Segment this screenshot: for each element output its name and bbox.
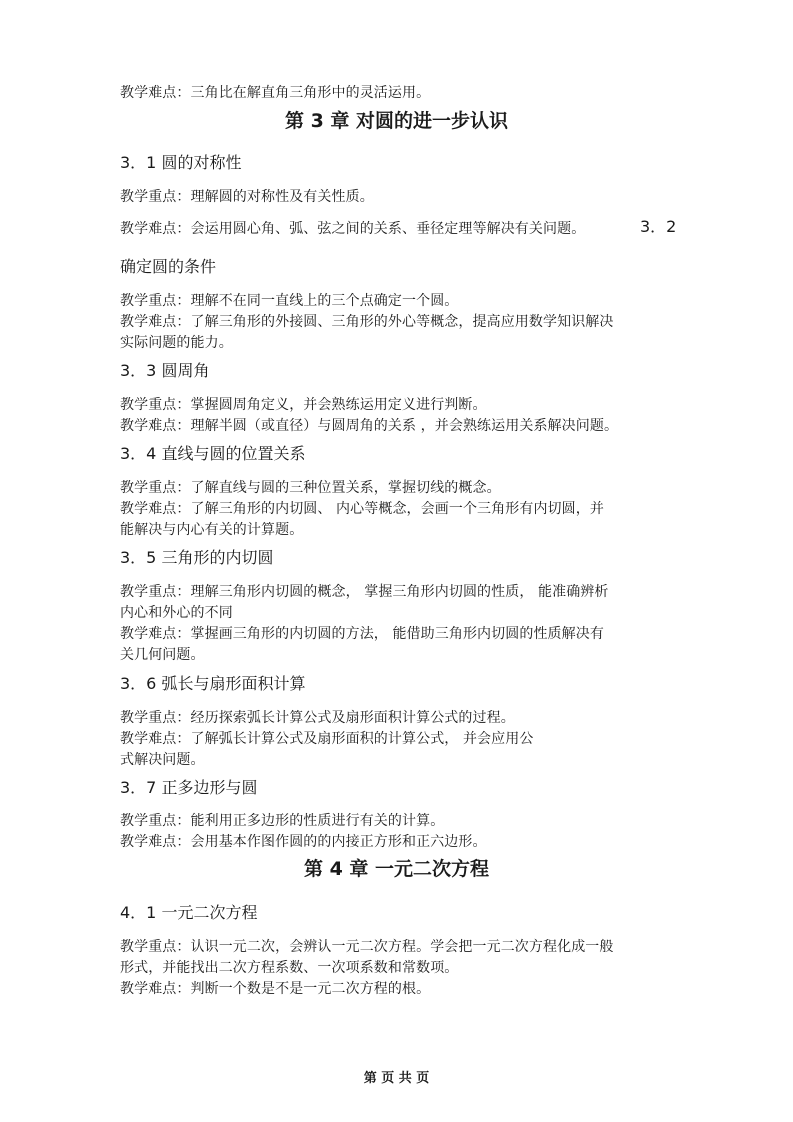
text-line: 教学难点：理解半圆（或直径）与圆周角的关系 ，并会熟练运用关系解决问题。	[120, 418, 619, 434]
text-line: 教学重点：理解圆的对称性及有关性质。	[120, 189, 374, 205]
section-3-1-heading: 3．1 圆的对称性	[120, 153, 242, 172]
text-line: 实际问题的能力。	[120, 335, 233, 351]
text-line: 教学重点：经历探索弧长计算公式及扇形面积计算公式的过程。	[120, 710, 515, 726]
text-line: 关几何问题。	[120, 647, 205, 663]
section-3-5-heading: 3．5 三角形的内切圆	[120, 548, 274, 567]
section-4-1-heading: 4．1 一元二次方程	[120, 903, 258, 922]
chapter-4-title: 第 4 章 一元二次方程	[303, 858, 490, 880]
section-3-2-number: 3．2	[640, 217, 677, 236]
chapter-3-title: 第 3 章 对圆的进一步认识	[284, 110, 509, 132]
text-line: 教学难点：了解三角形的外接圆、三角形的外心等概念，提高应用数学知识解决	[120, 314, 614, 330]
page-footer: 第 页 共 页	[363, 1071, 430, 1086]
text-line: 教学难点：会用基本作图作圆的的内接正方形和正六边形。	[120, 834, 487, 850]
text-line: 教学重点：了解直线与圆的三种位置关系，掌握切线的概念。	[120, 480, 501, 496]
text-line: 教学难点：了解三角形的内切圆、 内心等概念，会画一个三角形有内切圆，并	[120, 501, 604, 517]
section-3-2-heading: 确定圆的条件	[120, 257, 217, 276]
text-line: 教学重点：认识一元二次，会辨认一元二次方程。学会把一元二次方程化成一般	[120, 939, 614, 955]
text-line: 教学难点：了解弧长计算公式及扇形面积的计算公式， 并会应用公	[120, 731, 534, 747]
text-line: 教学难点：掌握画三角形的内切圆的方法， 能借助三角形内切圆的性质解决有	[120, 626, 604, 642]
section-3-7-heading: 3．7 正多边形与圆	[120, 778, 258, 797]
text-line: 教学重点：能利用正多边形的性质进行有关的计算。	[120, 813, 445, 829]
text-line: 教学难点：三角比在解直角三角形中的灵活运用。	[120, 85, 431, 101]
section-3-4-heading: 3．4 直线与圆的位置关系	[120, 444, 306, 463]
section-3-3-heading: 3．3 圆周角	[120, 361, 210, 380]
text-line: 形式，并能找出二次方程系数、一次项系数和常数项。	[120, 960, 459, 976]
text-line: 教学重点：掌握圆周角定义，并会熟练运用定义进行判断。	[120, 397, 487, 413]
text-line: 内心和外心的不同	[120, 605, 233, 621]
text-line: 教学重点：理解不在同一直线上的三个点确定一个圆。	[120, 293, 459, 309]
text-line: 能解决与内心有关的计算题。	[120, 522, 304, 538]
text-line: 教学难点：判断一个数是不是一元二次方程的根。	[120, 981, 431, 997]
section-3-6-heading: 3．6 弧长与扇形面积计算	[120, 674, 306, 693]
text-line: 教学难点：会运用圆心角、弧、弦之间的关系、垂径定理等解决有关问题。	[120, 221, 586, 237]
text-line: 式解决问题。	[120, 752, 205, 768]
text-line: 教学重点：理解三角形内切圆的概念， 掌握三角形内切圆的性质， 能准确辨析	[120, 584, 609, 600]
